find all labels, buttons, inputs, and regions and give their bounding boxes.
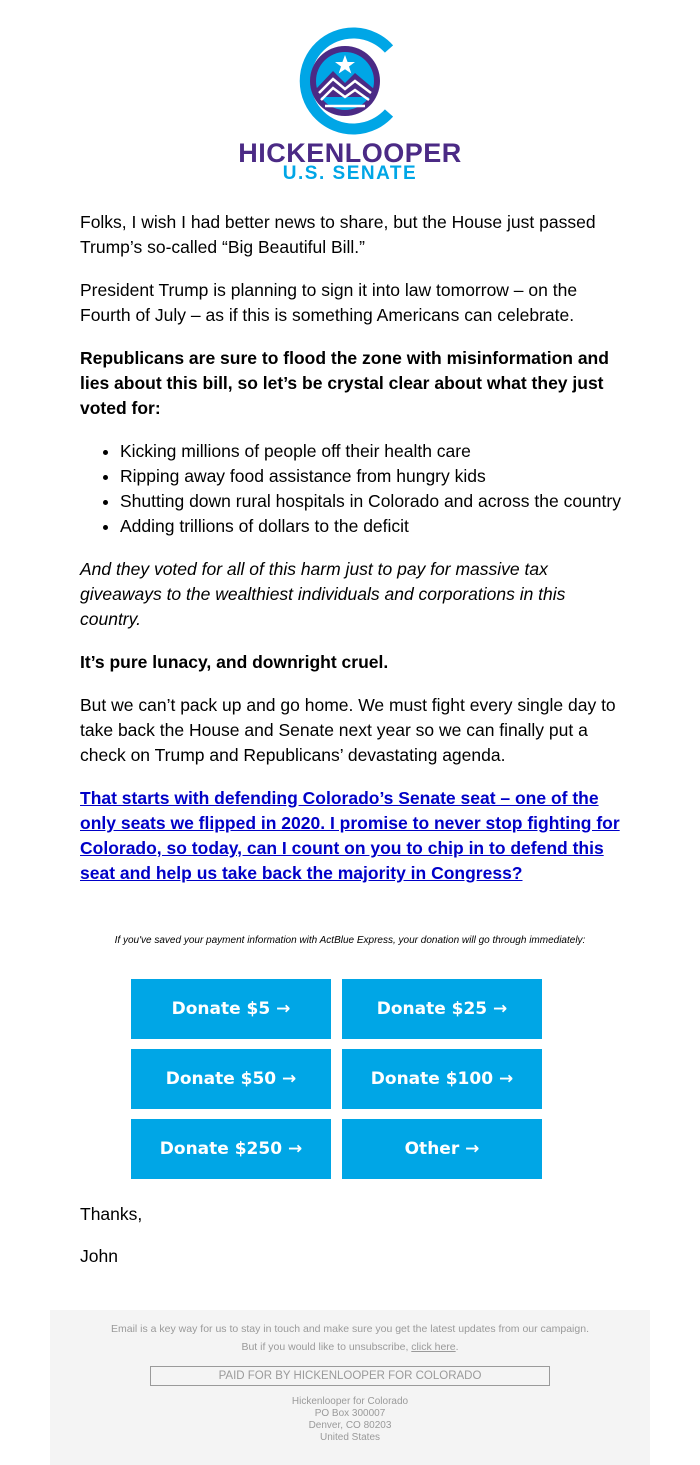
list-item: • Kicking millions of people off their health care: [120, 439, 625, 464]
list-item: • Adding trillions of dollars to the deficit: [120, 514, 625, 539]
donate-25-button[interactable]: Donate $25 →: [342, 979, 542, 1039]
footer-email-note: Email is a key way for us to stay in touch and make sure you get the latest updates from our campaign.: [111, 1323, 589, 1335]
donate-50-button[interactable]: Donate $50 →: [131, 1049, 331, 1109]
paragraph-trump-sign: President Trump is planning to sign it into law tomorrow – on the Fourth of July – as if this is something Americans can celebrate.: [80, 280, 578, 325]
paragraph-republicans: Republicans are sure to flood the zone with misinformation and lies about this bill, so let’s be crystal clear about what they just voted for:: [80, 348, 609, 418]
address-line: Denver, CO 80203: [308, 1420, 392, 1431]
address-line: PO Box 300007: [314, 1408, 386, 1419]
footer: [50, 1310, 650, 1465]
paid-for-disclaimer: PAID FOR BY HICKENLOOPER FOR COLORADO: [150, 1366, 550, 1386]
footer-unsubscribe-line: [50, 1341, 650, 1353]
brand-subtitle: U.S. SENATE: [282, 163, 418, 184]
paragraph-intro: Folks, I wish I had better news to share, but the House just passed Trump’s so-called “Big Beautiful Bill.”: [80, 212, 596, 257]
paragraph-fight: But we can’t pack up and go home. We must fight every single day to take back the House and Senate next year so we can finally put a check on Trump and Republicans’ devastating agenda.: [80, 695, 616, 765]
signoff-name: John: [80, 1246, 118, 1266]
donate-other-button[interactable]: Other →: [342, 1119, 542, 1179]
bullet-list: [80, 439, 625, 539]
list-item: • Shutting down rural hospitals in Colorado and across the country: [120, 489, 625, 514]
mailing-address: [50, 1396, 650, 1444]
donate-5-button[interactable]: Donate $5 →: [131, 979, 331, 1039]
paragraph-lunacy: It’s pure lunacy, and downright cruel.: [80, 652, 389, 672]
email-body: [80, 210, 625, 904]
header-logo: [0, 0, 700, 195]
actblue-express-note: If you've saved your payment information with ActBlue Express, your donation will go through immediately:: [114, 935, 586, 946]
signoff-thanks: Thanks,: [80, 1204, 143, 1224]
address-line: Hickenlooper for Colorado: [291, 1396, 409, 1407]
brand-name: HICKENLOOPER: [238, 138, 462, 168]
paragraph-tax-giveaways: And they voted for all of this harm just to pay for massive tax giveaways to the wealthiest individuals and corporations in this country.: [80, 559, 566, 629]
donate-250-button[interactable]: Donate $250 →: [131, 1119, 331, 1179]
unsubscribe-link[interactable]: click here: [411, 1341, 456, 1353]
list-item: • Ripping away food assistance from hungry kids: [120, 464, 625, 489]
donate-cta-link[interactable]: That starts with defending Colorado’s Senate seat – one of the only seats we flipped in 2020. I promise to never stop fighting for Colorado, so today, can I count on you to chip in to defend this seat and help us take back the majority in Congress?: [80, 788, 620, 883]
footer-unsubscribe-text: But if you would like to unsubscribe,: [241, 1341, 412, 1353]
donate-100-button[interactable]: Donate $100 →: [342, 1049, 542, 1109]
address-line: United States: [319, 1432, 381, 1443]
hickenlooper-logo-icon: [293, 27, 397, 135]
footer-period: .: [455, 1341, 459, 1353]
